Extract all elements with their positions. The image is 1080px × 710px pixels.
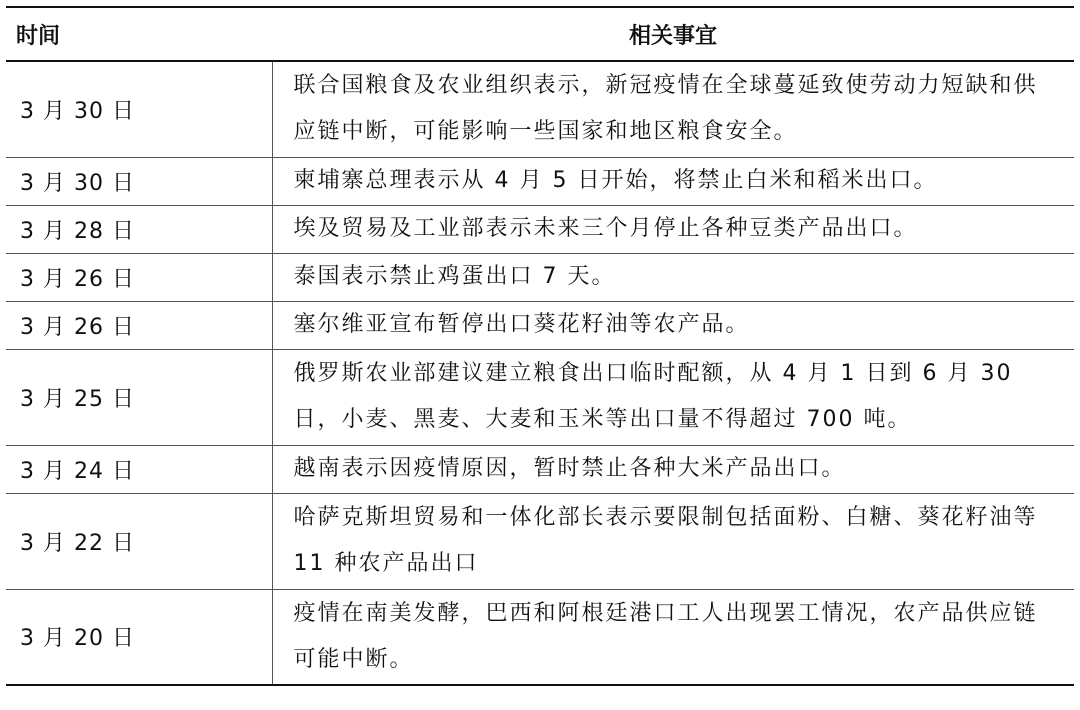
table-row [6,589,1074,685]
table-row [6,157,1074,205]
row-event: 疫情在南美发酵，巴西和阿根廷港口工人出现罢工情况，农产品供应链可能中断。 [272,589,1074,685]
row-date: 3 月 30 日 [6,157,272,205]
row-date: 3 月 28 日 [6,205,272,253]
row-date: 3 月 30 日 [6,61,272,157]
table-row [6,349,1074,445]
event-column-header: 相关事宜 [272,7,1074,61]
row-date: 3 月 25 日 [6,349,272,445]
row-event: 埃及贸易及工业部表示未来三个月停止各种豆类产品出口。 [272,205,1074,253]
table-row [6,253,1074,301]
row-event: 俄罗斯农业部建议建立粮食出口临时配额，从 4 月 1 日到 6 月 30 日，小麦、黑麦、大麦和玉米等出口量不得超过 700 吨。 [272,349,1074,445]
table-row [6,445,1074,493]
row-event: 越南表示因疫情原因，暂时禁止各种大米产品出口。 [272,445,1074,493]
row-event: 塞尔维亚宣布暂停出口葵花籽油等农产品。 [272,301,1074,349]
row-event: 哈萨克斯坦贸易和一体化部长表示要限制包括面粉、白糖、葵花籽油等 11 种农产品出口 [272,493,1074,589]
row-date: 3 月 24 日 [6,445,272,493]
header-row [6,7,1074,61]
row-date: 3 月 26 日 [6,253,272,301]
row-date: 3 月 26 日 [6,301,272,349]
date-column-header: 时间 [6,7,272,61]
row-event: 泰国表示禁止鸡蛋出口 7 天。 [272,253,1074,301]
table-row [6,205,1074,253]
table-row [6,61,1074,157]
row-event: 联合国粮食及农业组织表示，新冠疫情在全球蔓延致使劳动力短缺和供应链中断，可能影响一些国家和地区粮食安全。 [272,61,1074,157]
table-row [6,493,1074,589]
row-event: 柬埔寨总理表示从 4 月 5 日开始，将禁止白米和稻米出口。 [272,157,1074,205]
export-restrictions-table [6,6,1074,686]
row-date: 3 月 20 日 [6,589,272,685]
table-row [6,301,1074,349]
row-date: 3 月 22 日 [6,493,272,589]
